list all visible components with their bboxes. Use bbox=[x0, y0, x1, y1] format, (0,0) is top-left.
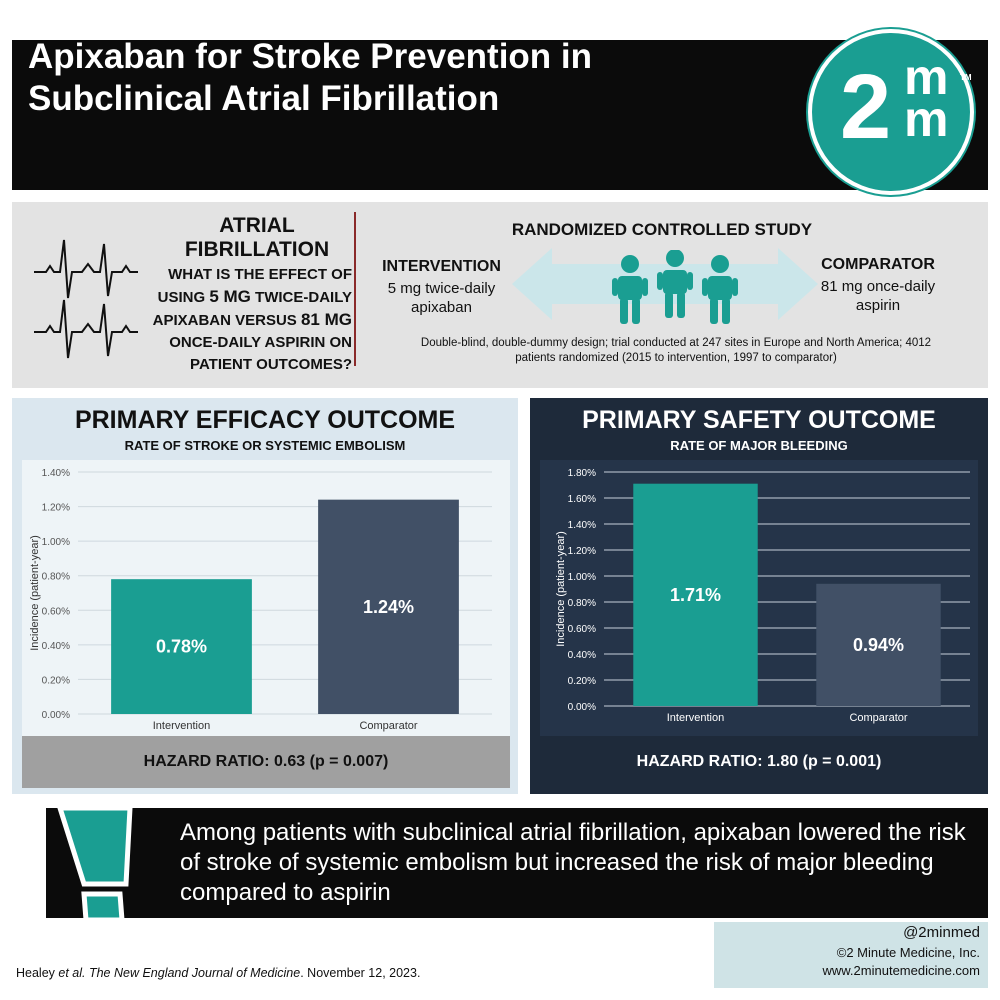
safety-panel bbox=[530, 398, 988, 794]
safety-y-tick-label: 1.80% bbox=[567, 468, 596, 479]
safety-bar-chart bbox=[540, 460, 978, 736]
safety-data-label: 1.71% bbox=[669, 584, 722, 605]
safety-y-tick-label: 1.60% bbox=[567, 494, 596, 505]
safety-y-tick-label: 1.00% bbox=[567, 572, 596, 583]
safety-category-label: Intervention bbox=[666, 712, 725, 724]
intervention-description: 5 mg twice-daily apixaban bbox=[387, 280, 496, 316]
efficacy-chart-area bbox=[22, 460, 510, 736]
efficacy-bar-chart bbox=[22, 460, 510, 736]
safety-title: PRIMARY SAFETY OUTCOME bbox=[582, 406, 936, 434]
citation bbox=[16, 966, 420, 980]
conclusion-text: Among patients with subclinical atrial fibrillation, apixaban lowered the risk of stroke of systemic embolism but increased the risk of major bleeding compared to aspirin bbox=[180, 819, 966, 906]
comparator-description: 81 mg once-daily aspirin bbox=[820, 278, 936, 314]
efficacy-y-tick-label: 1.40% bbox=[41, 468, 70, 479]
efficacy-title: PRIMARY EFFICACY OUTCOME bbox=[74, 406, 456, 434]
section-divider bbox=[354, 212, 356, 366]
safety-y-tick-label: 0.80% bbox=[567, 598, 596, 609]
safety-data-label: 0.94% bbox=[852, 634, 905, 655]
efficacy-data-label: 0.78% bbox=[155, 636, 208, 657]
safety-subtitle: RATE OF MAJOR BLEEDING bbox=[670, 438, 848, 453]
logo-letter-top: m bbox=[904, 49, 949, 105]
efficacy-y-tick-label: 0.20% bbox=[41, 675, 70, 687]
copyright-text: ©2 Minute Medicine, Inc. bbox=[836, 945, 980, 960]
efficacy-y-tick-label: 1.00% bbox=[41, 537, 70, 549]
question-dose-2: 81 MG bbox=[300, 310, 352, 329]
exclamation-icon bbox=[54, 802, 154, 926]
social-handle[interactable]: @2minmed bbox=[903, 924, 980, 941]
question-text-1: WHAT IS THE EFFECT OF USING bbox=[157, 266, 352, 306]
comparator-label: COMPARATOR bbox=[821, 256, 935, 273]
efficacy-y-tick-label: 0.60% bbox=[41, 606, 70, 618]
safety-y-tick-label: 0.00% bbox=[567, 702, 596, 713]
efficacy-panel bbox=[12, 398, 518, 794]
page-title: Apixaban for Stroke Prevention in Subclinical Atrial Fibrillation bbox=[28, 37, 592, 118]
safety-y-tick-label: 0.20% bbox=[567, 676, 596, 687]
citation-etal: et al. bbox=[58, 966, 86, 980]
safety-hazard-ratio: HAZARD RATIO: 1.80 (p = 0.001) bbox=[540, 736, 978, 788]
safety-y-axis-label: Incidence (patient-year) bbox=[555, 531, 567, 647]
brand-logo bbox=[808, 29, 974, 195]
citation-date: . November 12, 2023. bbox=[300, 966, 421, 980]
safety-y-tick-label: 0.60% bbox=[567, 624, 596, 635]
study-design-panel bbox=[12, 202, 988, 388]
design-note: Double-blind, double-dummy design; trial conducted at 247 sites in Europe and North America; 4012 patients randomized (2015 to intervention, 1997 to comparator) bbox=[420, 337, 932, 364]
logo-numeral: 2 bbox=[840, 56, 892, 158]
logo-letter-bottom: m bbox=[904, 91, 949, 147]
efficacy-subtitle: RATE OF STROKE OR SYSTEMIC EMBOLISM bbox=[124, 438, 406, 453]
efficacy-data-label: 1.24% bbox=[362, 596, 415, 617]
website-link[interactable]: www.2minutemedicine.com bbox=[822, 963, 980, 978]
safety-chart-area bbox=[540, 460, 978, 736]
efficacy-category-label: Comparator bbox=[359, 720, 418, 732]
people-icon bbox=[608, 250, 742, 326]
efficacy-y-axis-label: Incidence (patient-year) bbox=[29, 535, 41, 651]
design-title: RANDOMIZED CONTROLLED STUDY bbox=[511, 220, 813, 239]
safety-y-tick-label: 0.40% bbox=[567, 650, 596, 661]
citation-journal: The New England Journal of Medicine bbox=[85, 966, 301, 980]
efficacy-y-tick-label: 0.40% bbox=[41, 640, 70, 652]
condition-title: ATRIAL FIBRILLATION bbox=[184, 214, 330, 261]
logo-trademark: TM bbox=[960, 73, 972, 82]
efficacy-category-label: Intervention bbox=[152, 720, 211, 732]
question-dose-1: 5 MG bbox=[209, 287, 251, 306]
safety-category-label: Comparator bbox=[849, 712, 908, 724]
efficacy-y-tick-label: 0.80% bbox=[41, 571, 70, 583]
safety-y-tick-label: 1.20% bbox=[567, 546, 596, 557]
citation-authors: Healey bbox=[16, 966, 59, 980]
intervention-label: INTERVENTION bbox=[382, 258, 501, 275]
question-text-2: TWICE-DAILY APIXABAN VERSUS bbox=[152, 289, 352, 329]
research-question bbox=[120, 264, 352, 376]
efficacy-y-tick-label: 1.20% bbox=[41, 502, 70, 514]
efficacy-hazard-ratio: HAZARD RATIO: 0.63 (p = 0.007) bbox=[22, 736, 510, 788]
safety-y-tick-label: 1.40% bbox=[567, 520, 596, 531]
efficacy-y-tick-label: 0.00% bbox=[41, 710, 70, 721]
question-text-3: ONCE-DAILY ASPIRIN ON PATIENT OUTCOMES? bbox=[169, 334, 352, 373]
